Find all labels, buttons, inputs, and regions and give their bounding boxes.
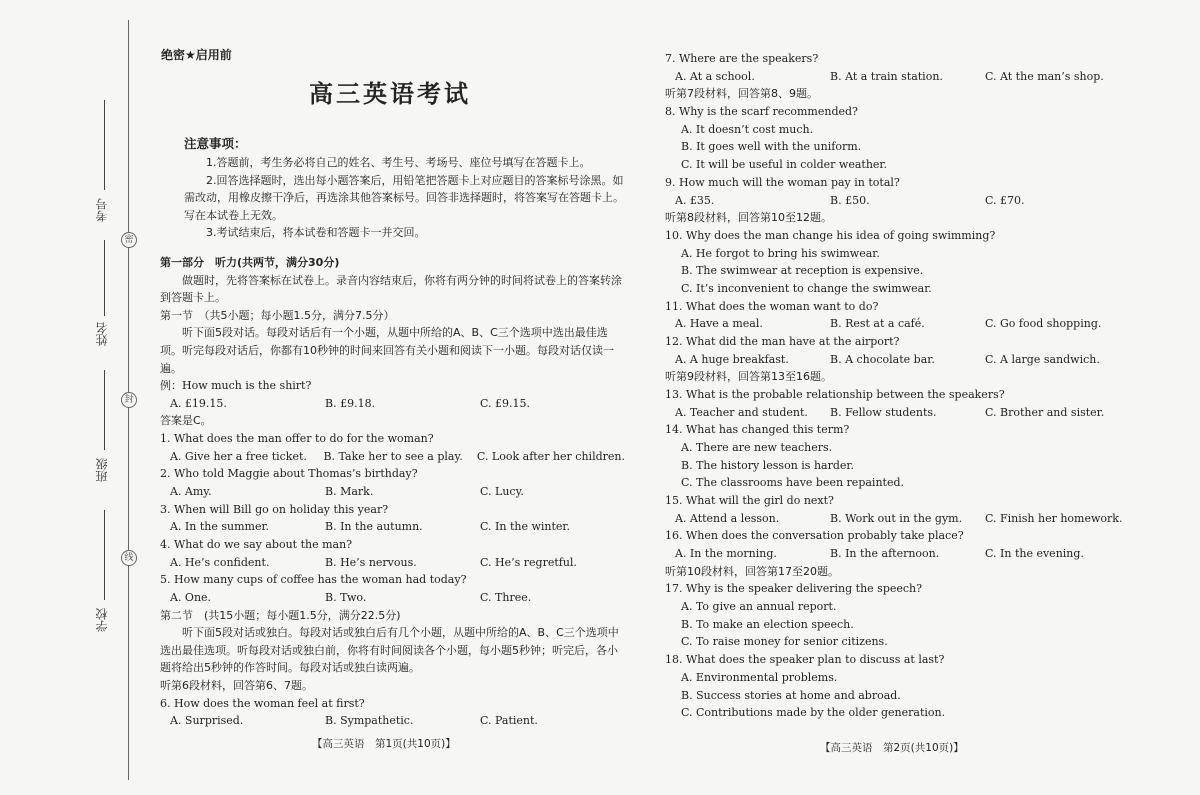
option-a: A. Attend a lesson. bbox=[675, 511, 780, 525]
option-b: B. £50. bbox=[830, 193, 870, 207]
confidential-label: 绝密★启用前 bbox=[161, 48, 232, 62]
option-a: A. At a school. bbox=[675, 69, 755, 83]
question-options bbox=[665, 192, 1135, 210]
binding-mark-line: 线 bbox=[121, 550, 137, 566]
section1-intro bbox=[160, 324, 625, 377]
question-options bbox=[160, 589, 625, 607]
option-c: C. £70. bbox=[985, 193, 1025, 207]
binding-blank bbox=[104, 510, 105, 600]
option-a: A. Environmental problems. bbox=[681, 670, 838, 684]
option-a: A. A huge breakfast. bbox=[675, 352, 789, 366]
option-c: C. At the man’s shop. bbox=[985, 69, 1104, 83]
question-options bbox=[160, 554, 625, 572]
option-a: A. Teacher and student. bbox=[675, 405, 808, 419]
part1-heading: 第一部分 听力(共两节，满分30分) bbox=[160, 255, 340, 269]
option-c: C. Three. bbox=[480, 591, 532, 605]
question: 18. What does the speaker plan to discuss at last? bbox=[665, 653, 945, 667]
question: 17. Why is the speaker delivering the speech? bbox=[665, 582, 923, 596]
notice-item: 3.考试结束后，将本试卷和答题卡一并交回。 bbox=[206, 226, 426, 240]
binding-label-school: 学校 bbox=[95, 608, 109, 632]
option-a: A. He’s confident. bbox=[170, 555, 270, 569]
binding-label-exam-number: 考号 bbox=[95, 198, 109, 222]
binding-mark-seal: 封 bbox=[121, 392, 137, 408]
option-b: B. Two. bbox=[325, 591, 367, 605]
option-a: A. £35. bbox=[675, 193, 715, 207]
option-a: A. One. bbox=[170, 591, 212, 605]
option-b: B. At a train station. bbox=[830, 69, 943, 83]
left-page bbox=[160, 134, 625, 730]
example-options bbox=[160, 395, 625, 413]
option-c: C. Finish her homework. bbox=[985, 511, 1123, 525]
option-a: A. Have a meal. bbox=[675, 317, 763, 331]
option-c: C. A large sandwich. bbox=[985, 352, 1100, 366]
option-c: C. Lucy. bbox=[480, 485, 524, 499]
question-options bbox=[665, 510, 1135, 528]
option-a: A. He forgot to bring his swimwear. bbox=[681, 246, 880, 260]
option-a: A. £19.15. bbox=[170, 396, 227, 410]
question-options bbox=[160, 483, 625, 501]
material-10-instruction: 听第10段材料，回答第17至20题。 bbox=[665, 564, 839, 578]
option-c: C. It’s inconvenient to change the swimwear. bbox=[681, 281, 932, 295]
option-b: B. The history lesson is harder. bbox=[681, 458, 854, 472]
page-2-footer: 【高三英语 第2页(共10页)】 bbox=[820, 742, 964, 754]
question: 12. What did the man have at the airport? bbox=[665, 334, 900, 348]
material-7-instruction: 听第7段材料，回答第8、9题。 bbox=[665, 87, 818, 101]
option-b: B. It goes well with the uniform. bbox=[681, 140, 862, 154]
section2-intro bbox=[160, 624, 625, 677]
question: 5. How many cups of coffee has the woman had today? bbox=[160, 573, 467, 587]
question: 13. What is the probable relationship between the speakers? bbox=[665, 387, 1005, 401]
question: 1. What does the man offer to do for the woman? bbox=[160, 432, 434, 446]
option-a: A. Amy. bbox=[170, 485, 212, 499]
question: 7. Where are the speakers? bbox=[665, 52, 819, 65]
question-options bbox=[665, 404, 1135, 422]
exam-title: 高三英语考试 bbox=[309, 80, 471, 108]
option-b: B. In the autumn. bbox=[325, 520, 423, 534]
question: 16. When does the conversation probably take place? bbox=[665, 529, 964, 543]
question: 8. Why is the scarf recommended? bbox=[665, 105, 858, 118]
option-c: C. To raise money for senior citizens. bbox=[681, 635, 888, 649]
option-b: B. Mark. bbox=[325, 485, 374, 499]
option-c: C. Brother and sister. bbox=[985, 405, 1105, 419]
question-options bbox=[665, 68, 1135, 86]
option-c: C. Patient. bbox=[480, 714, 538, 728]
section1-heading: 第一节 （共5小题；每小题1.5分，满分7.5分） bbox=[160, 308, 395, 322]
question: 11. What does the woman want to do? bbox=[665, 299, 879, 313]
example-question: 例：How much is the shirt? bbox=[160, 379, 312, 393]
question: 3. When will Bill go on holiday this year? bbox=[160, 502, 389, 516]
option-b: B. Take her to see a play. bbox=[323, 449, 463, 463]
question: 2. Who told Maggie about Thomas’s birthday? bbox=[160, 467, 418, 481]
option-b: B. A chocolate bar. bbox=[830, 352, 935, 366]
option-a: A. In the summer. bbox=[170, 520, 270, 534]
question: 14. What has changed this term? bbox=[665, 423, 850, 437]
option-a: A. There are new teachers. bbox=[681, 440, 833, 454]
option-c: C. In the evening. bbox=[985, 547, 1084, 561]
option-a: A. In the morning. bbox=[675, 547, 777, 561]
binding-blank bbox=[104, 370, 105, 450]
option-c: C. The classrooms have been repainted. bbox=[681, 476, 904, 490]
option-c: C. £9.15. bbox=[480, 396, 531, 410]
option-b: B. Sympathetic. bbox=[325, 714, 414, 728]
example-answer: 答案是C。 bbox=[160, 414, 212, 428]
option-c: C. In the winter. bbox=[480, 520, 570, 534]
question-options bbox=[160, 518, 625, 536]
question: 10. Why does the man change his idea of going swimming? bbox=[665, 228, 996, 242]
option-c: C. Go food shopping. bbox=[985, 317, 1102, 331]
option-b: B. Work out in the gym. bbox=[830, 511, 963, 525]
option-b: B. The swimwear at reception is expensive. bbox=[681, 264, 924, 278]
material-6-instruction: 听第6段材料，回答第6、7题。 bbox=[160, 678, 313, 692]
question-options bbox=[160, 448, 625, 466]
option-a: A. To give an annual report. bbox=[681, 600, 837, 614]
question: 9. How much will the woman pay in total? bbox=[665, 175, 900, 189]
notice-list bbox=[160, 154, 624, 242]
option-b: B. In the afternoon. bbox=[830, 547, 940, 561]
option-c: C. Look after her children. bbox=[476, 449, 625, 463]
option-b: B. He’s nervous. bbox=[325, 555, 417, 569]
option-a: A. It doesn’t cost much. bbox=[681, 122, 814, 136]
binding-label-class: 班级 bbox=[95, 458, 109, 482]
question-options bbox=[665, 315, 1135, 333]
question: 6. How does the woman feel at first? bbox=[160, 696, 365, 710]
binding-blank bbox=[104, 240, 105, 316]
section2-heading: 第二节 (共15小题；每小题1.5分，满分22.5分) bbox=[160, 608, 401, 622]
option-b: B. £9.18. bbox=[325, 396, 376, 410]
binding-blank bbox=[104, 100, 105, 190]
option-c: C. Contributions made by the older generation. bbox=[681, 706, 946, 720]
binding-label-name: 姓名 bbox=[95, 322, 109, 346]
page-1-footer: 【高三英语 第1页(共10页)】 bbox=[312, 738, 456, 750]
option-a: A. Surprised. bbox=[170, 714, 244, 728]
notice-item: 2.回答选择题时，选出每小题答案后，用铅笔把答题卡上对应题目的答案标号涂黑。如需改动，用橡皮擦干净后，再选涂其他答案标号。回答非选择题时，将答案写在答题卡上。写在本试卷上无效。 bbox=[184, 173, 624, 222]
right-page bbox=[665, 50, 1135, 722]
option-b: B. Success stories at home and abroad. bbox=[681, 688, 901, 702]
question-options bbox=[665, 545, 1135, 563]
material-9-instruction: 听第9段材料，回答第13至16题。 bbox=[665, 370, 832, 384]
option-a: A. Give her a free ticket. bbox=[170, 449, 307, 463]
question: 4. What do we say about the man? bbox=[160, 538, 353, 552]
option-b: B. Fellow students. bbox=[830, 405, 937, 419]
option-c: C. It will be useful in colder weather. bbox=[681, 158, 887, 172]
question-options bbox=[665, 351, 1135, 369]
binding-mark-seal: 密 bbox=[121, 232, 137, 248]
option-c: C. He’s regretful. bbox=[480, 555, 577, 569]
question-options bbox=[160, 712, 625, 730]
notice-item: 1.答题前，考生务必将自己的姓名、考生号、考场号、座位号填写在答题卡上。 bbox=[206, 156, 591, 169]
binding-strip bbox=[0, 0, 150, 795]
option-b: B. To make an election speech. bbox=[681, 617, 854, 631]
option-b: B. Rest at a café. bbox=[830, 317, 925, 331]
notice-title: 注意事项： bbox=[184, 136, 247, 151]
part1-intro-text: 做题时，先将答案标在试卷上。录音内容结束后，你将有两分钟的时间将试卷上的答案转涂到答题卡上。 bbox=[160, 273, 622, 305]
section1-intro-text: 听下面5段对话。每段对话后有一个小题，从题中所给的A、B、C三个选项中选出最佳选项。听完每段对话后，你都有10秒钟的时间来回答有关小题和阅读下一小题。每段对话仅读一遍。 bbox=[160, 326, 614, 375]
part1-intro bbox=[160, 272, 625, 307]
question: 15. What will the girl do next? bbox=[665, 494, 834, 508]
material-8-instruction: 听第8段材料，回答第10至12题。 bbox=[665, 211, 832, 225]
section2-intro-text: 听下面5段对话或独白。每段对话或独白后有几个小题，从题中所给的A、B、C三个选项中选出最佳选项。听每段对话或独白前，你将有时间阅读各个小题，每小题5秒钟；听完后，各小题将给出5秒钟的作答时间。每段对话或独白读两遍。 bbox=[160, 626, 619, 675]
